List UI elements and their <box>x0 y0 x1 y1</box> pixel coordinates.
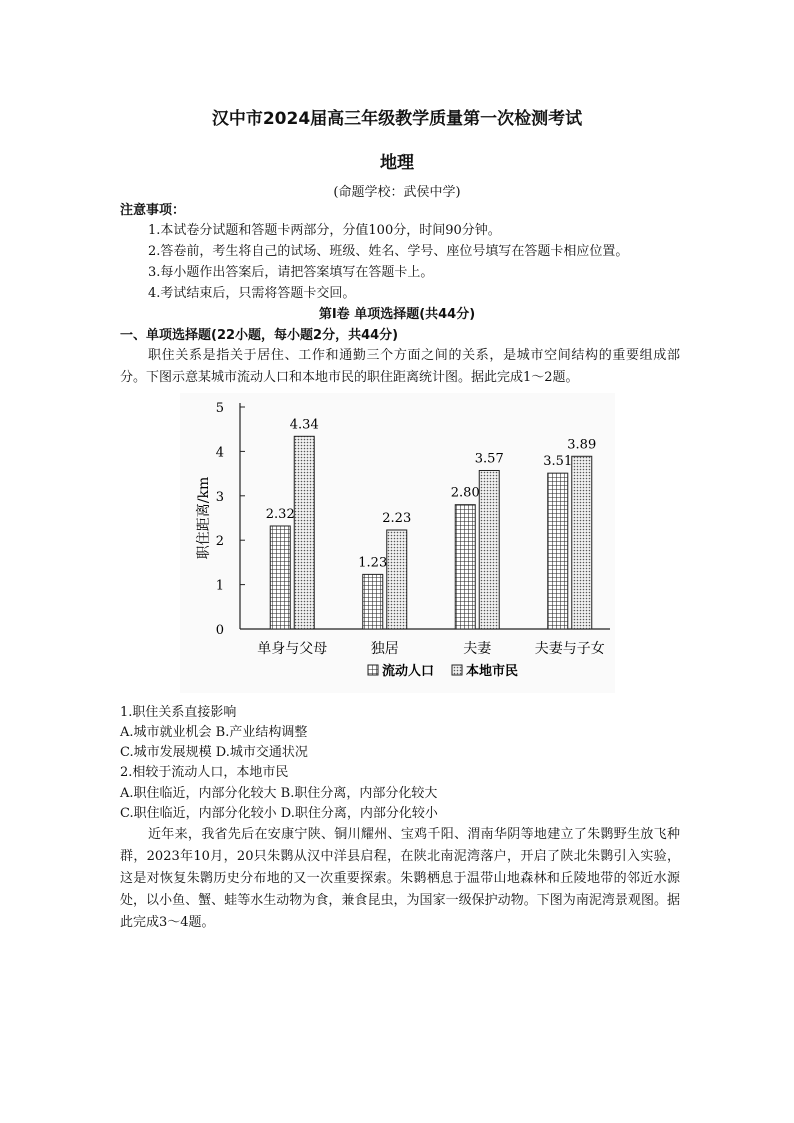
y-tick-label: 4 <box>215 445 224 461</box>
bar-value-label: 2.23 <box>382 510 412 526</box>
x-category-label: 夫妻与子女 <box>534 641 605 657</box>
q1-options-ab: A.城市就业机会 B.产业结构调整 <box>120 725 308 740</box>
legend-label: 本地市民 <box>466 664 519 679</box>
y-tick-label: 5 <box>215 401 224 416</box>
commute-distance-chart <box>180 393 615 693</box>
intro-paragraph: 职住关系是指关于居住、工作和通勤三个方面之间的关系，是城市空间结构的重要组成部分。下图示意某城市流动人口和本地市民的职住距离统计图。据此完成1～2题。 <box>120 348 680 385</box>
y-axis-label: 职住距离/km <box>196 476 212 560</box>
notice-heading: 注意事项： <box>120 203 186 218</box>
q2-options-ab: A.职住临近，内部分化较大 B.职住分离，内部分化较大 <box>120 786 438 801</box>
bar-migrant <box>363 574 383 629</box>
notice-item: 1.本试卷分试题和答题卡两部分，分值100分，时间90分钟。 <box>148 223 501 238</box>
q1-stem: 1.职住关系直接影响 <box>120 705 237 720</box>
part-title: 一、单项选择题(22小题，每小题2分，共44分) <box>120 328 399 343</box>
chart-svg <box>180 393 615 693</box>
bar-local <box>479 470 499 629</box>
notice-item: 2.答卷前，考生将自己的试场、班级、姓名、学号、座位号填写在答题卡相应位置。 <box>148 244 629 259</box>
bar-local <box>387 530 407 629</box>
bar-value-label: 4.34 <box>289 417 319 433</box>
q2-options-cd: C.职住临近，内部分化较小 D.职住分离，内部分化较小 <box>120 806 438 821</box>
subject-title: 地理 <box>380 153 414 173</box>
bar-value-label: 3.89 <box>567 437 597 453</box>
bar-local <box>572 456 592 629</box>
bar-value-label: 1.23 <box>358 555 388 571</box>
bar-migrant <box>548 473 568 629</box>
exam-title: 汉中市2024届高三年级教学质量第一次检测考试 <box>211 109 583 129</box>
legend-swatch <box>368 665 378 675</box>
q2-stem: 2.相较于流动人口，本地市民 <box>120 765 289 780</box>
volume-title: 第Ⅰ卷 单项选择题(共44分) <box>318 307 476 322</box>
x-category-label: 单身与父母 <box>257 641 328 657</box>
bar-value-label: 3.57 <box>474 451 504 467</box>
notice-item: 3.每小题作出答案后，请把答案填写在答题卡上。 <box>148 265 434 280</box>
y-tick-label: 3 <box>215 489 224 505</box>
bar-local <box>294 436 314 629</box>
school-note: (命题学校：武侯中学) <box>333 185 461 200</box>
notice-item: 4.考试结束后，只需将答题卡交回。 <box>148 286 356 301</box>
legend-swatch <box>452 665 462 675</box>
q1-options-cd: C.城市发展规模 D.城市交通状况 <box>120 745 308 760</box>
y-tick-label: 0 <box>215 623 224 638</box>
y-tick-label: 2 <box>215 534 224 550</box>
bar-value-label: 2.32 <box>265 506 295 522</box>
bar-value-label: 3.51 <box>543 454 573 470</box>
legend-label: 流动人口 <box>382 664 435 679</box>
bar-migrant <box>455 505 475 629</box>
x-category-label: 独居 <box>370 641 399 657</box>
bar-migrant <box>270 526 290 629</box>
x-category-label: 夫妻 <box>463 641 492 657</box>
y-tick-label: 1 <box>215 578 224 594</box>
passage-paragraph: 近年来，我省先后在安康宁陕、铜川耀州、宝鸡千阳、渭南华阴等地建立了朱鹮野生放飞种群，2023年10月，20只朱鹮从汉中洋县启程，在陕北南泥湾落户，开启了陕北朱鹮引入实验，这是对恢复朱鹮历史分布地的又一次重要探索。朱鹮栖息于温带山地森林和丘陵地带的邻近水源处，以小鱼、蟹、蛙等水生动物为食，兼食昆虫，为国家一级保护动物。下图为南泥湾景观图。据此完成3～4题。 <box>120 827 680 930</box>
bar-value-label: 2.80 <box>450 485 480 501</box>
